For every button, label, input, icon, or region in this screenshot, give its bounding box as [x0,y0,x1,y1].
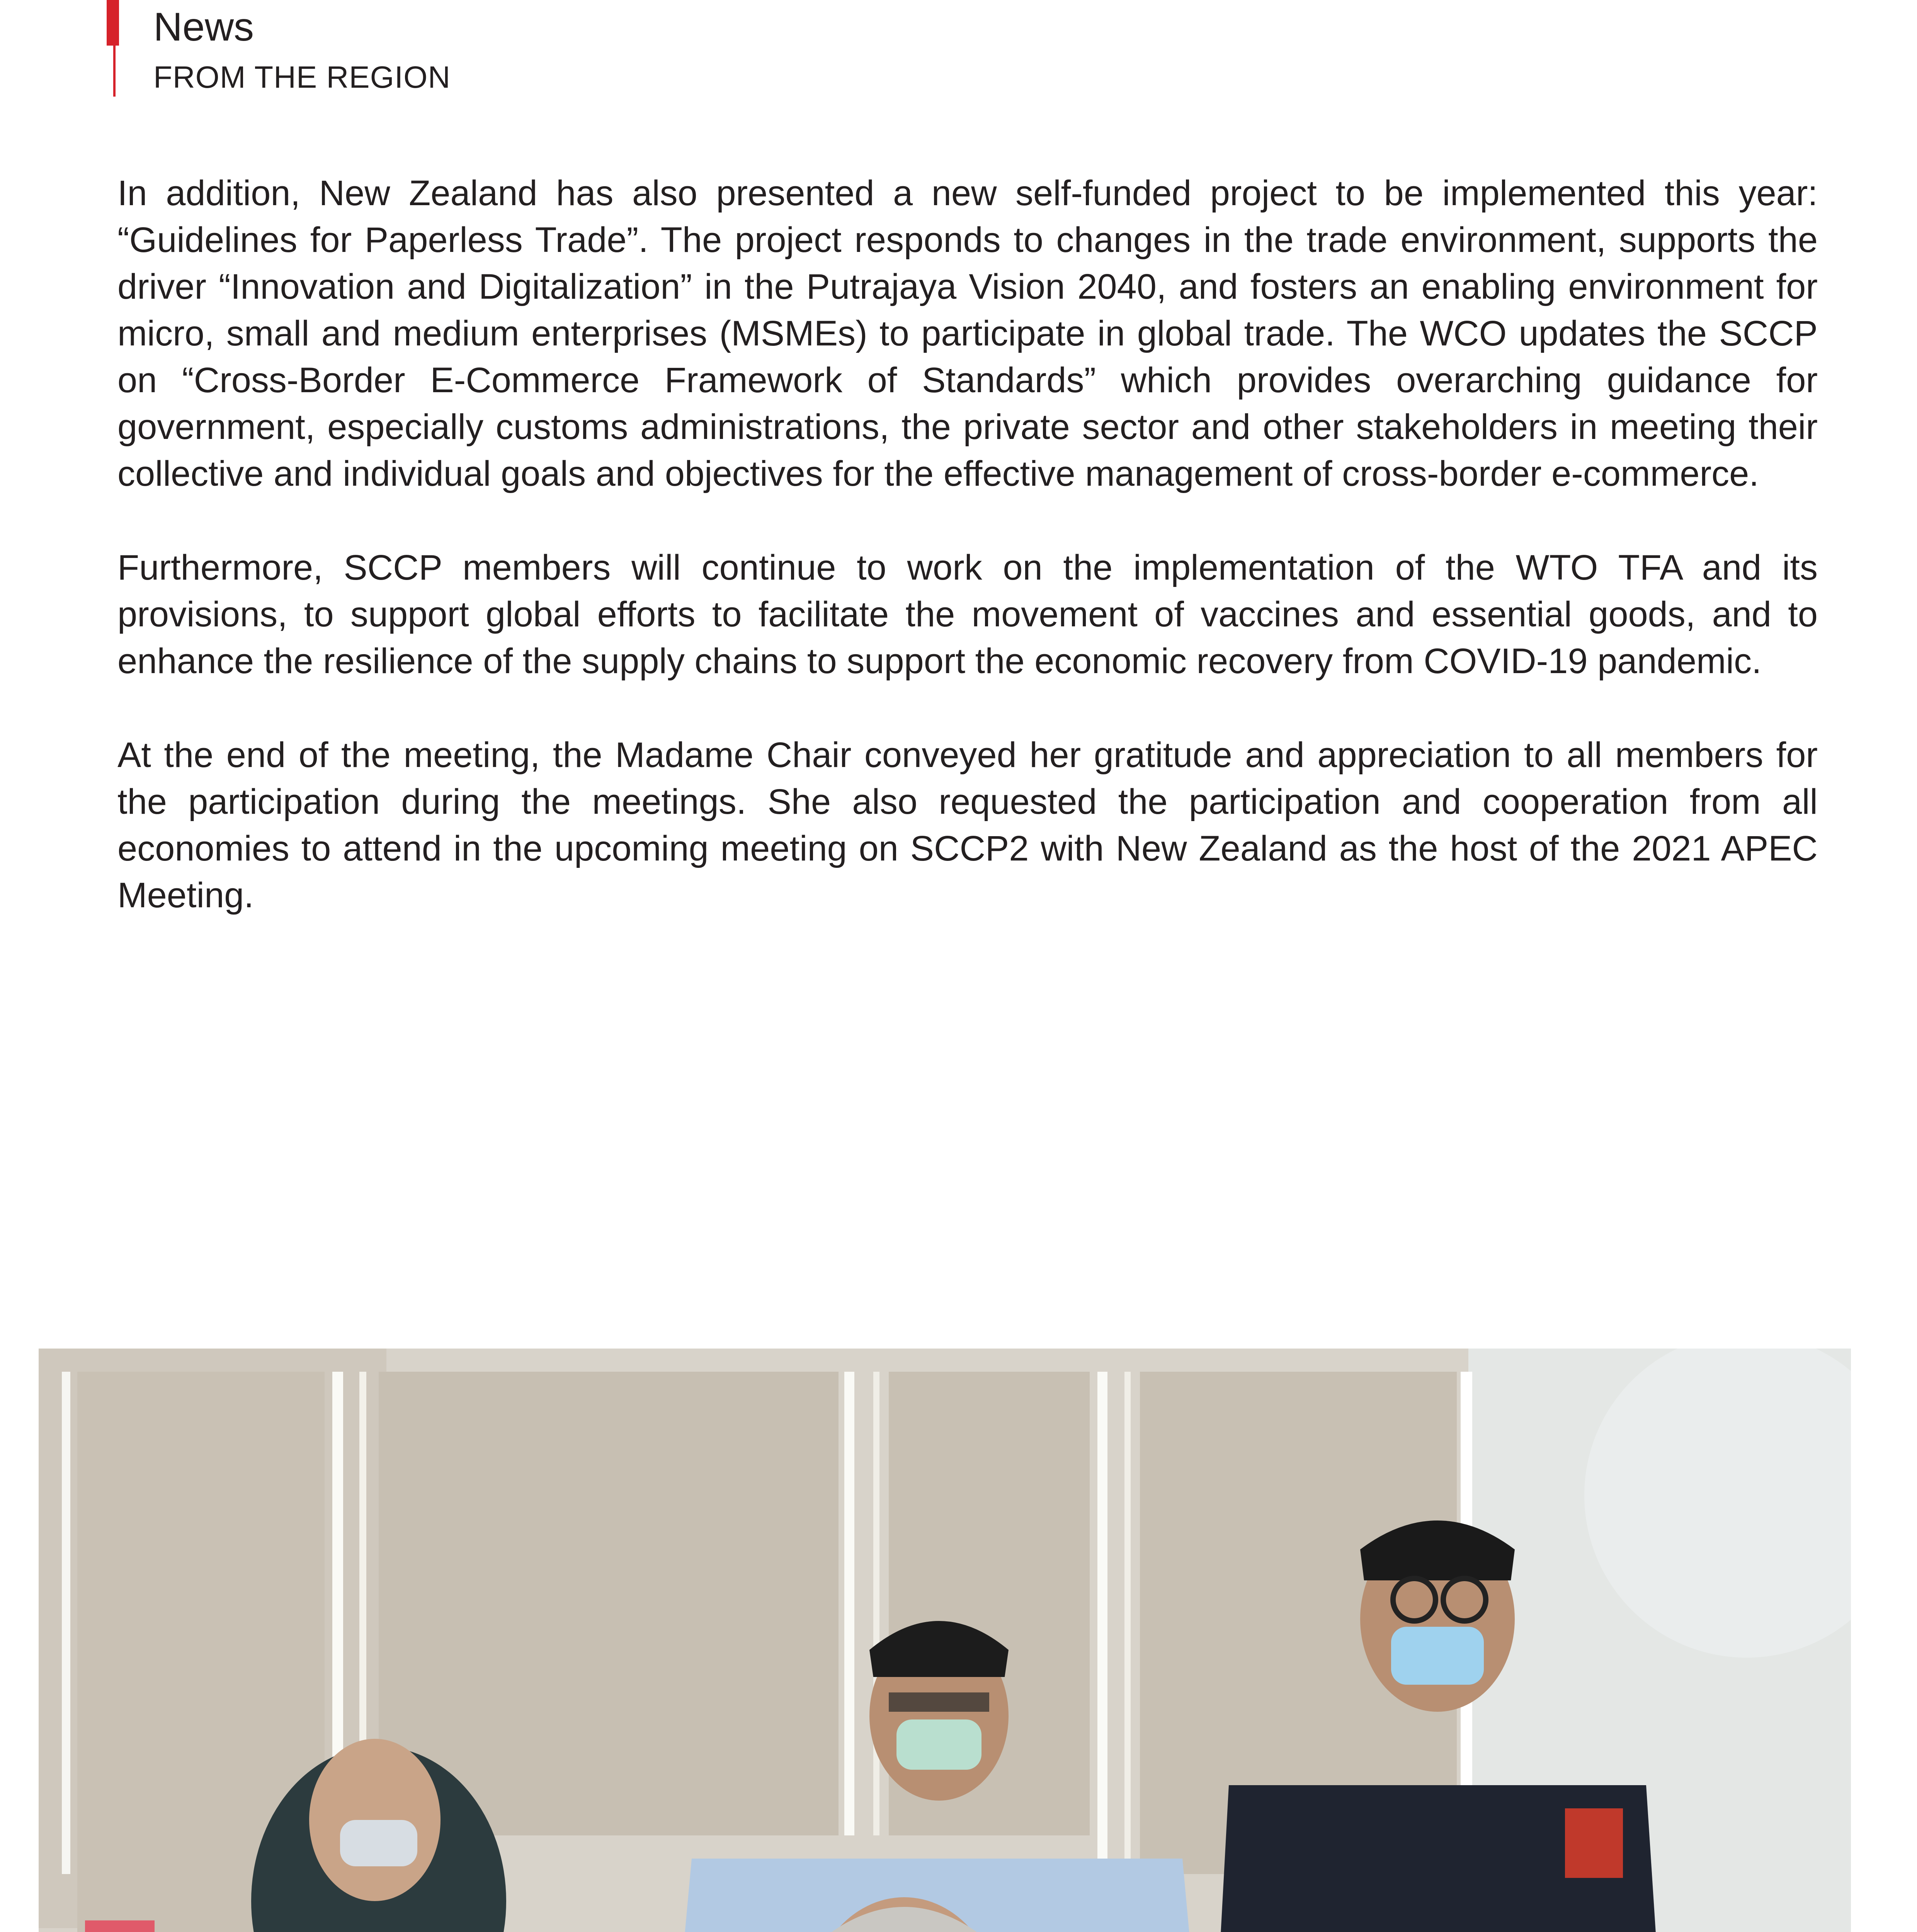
paragraph: In addition, New Zealand has also presented a new self-funded project to be implemented this year: “Guidelines for Paperless Trade”. The project responds to changes in the trade environment, supports the driver “Innovation and Digitalization” in the Putrajaya Vision 2040, and fosters an enabling environment for micro, small and medium enterprises (MSMEs) to participate in global trade. The WCO updates the SCCP on “Cross-Border E-Commerce Framework of Standards” which provides overarching guidance for government, especially customs administrations, the private sector and other stakeholders in meeting their collective and individual goals and objectives for the effective management of cross-border e-commerce. [117,173,1818,493]
paragraph: Furthermore, SCCP members will continue to work on the implementation of the WTO TFA and its provisions, to support global efforts to facilitate the movement of vaccines and essential goods, and to enhance the resilience of the supply chains to support the economic recovery from COVID-19 pandemic. [117,548,1818,681]
section-title: News [153,5,254,49]
paragraph: At the end of the meeting, the Madame Chair conveyed her gratitude and appreciation to all members for the participation during the meetings. She also requested the participation and cooperation from all economies to attend in the upcoming meeting on SCCP2 with New Zealand as the host of the 2021 APEC Meeting. [117,735,1818,915]
meeting-photo [39,1349,1851,1932]
article-body [117,170,1818,966]
header-accent-bar [107,0,119,46]
section-subtitle: FROM THE REGION [153,60,451,94]
header-accent-line [113,46,116,97]
meeting-photo-illustration [39,1349,1851,1932]
